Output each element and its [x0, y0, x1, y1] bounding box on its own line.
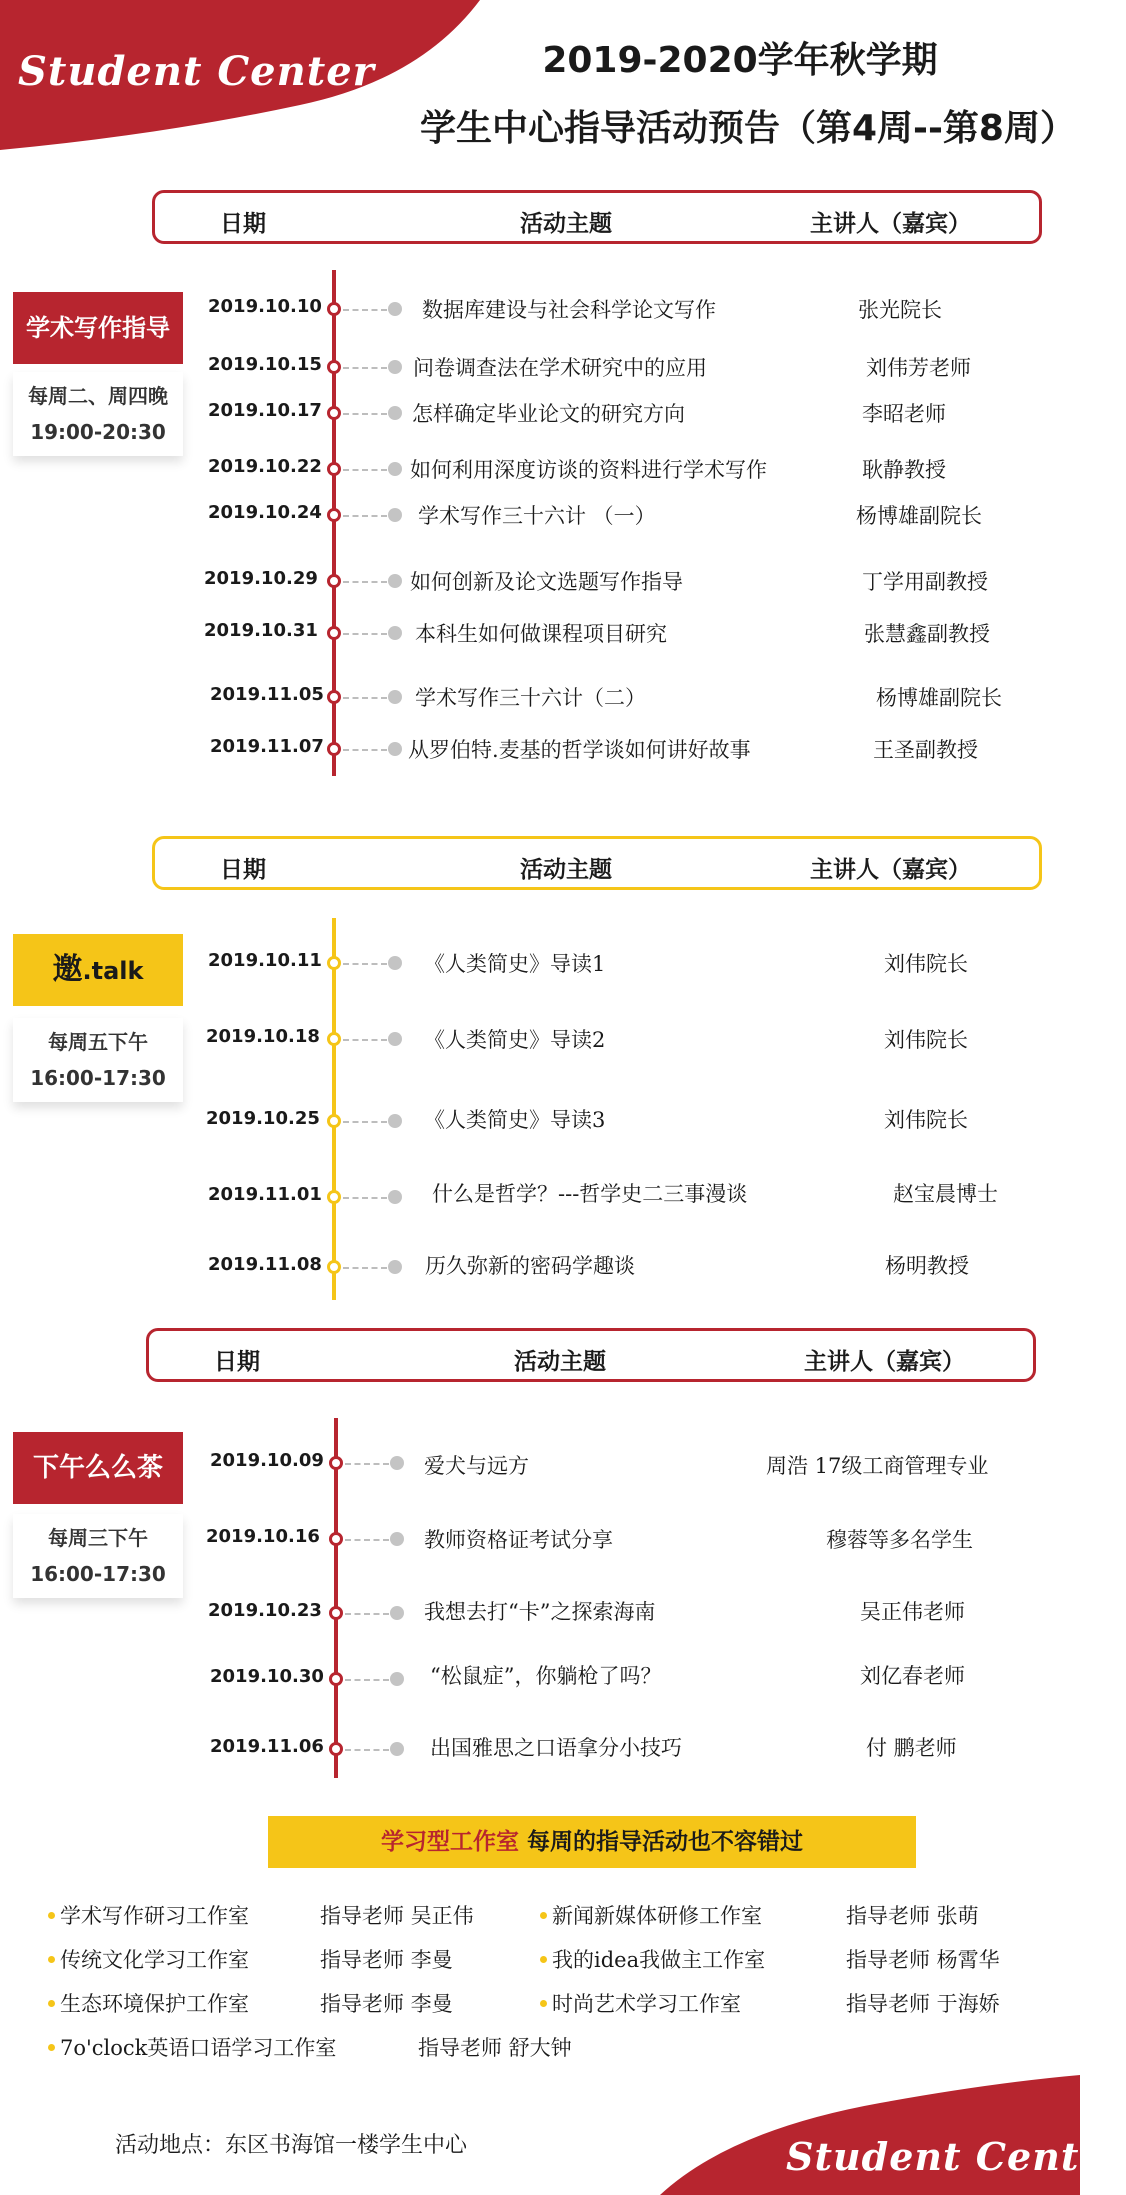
schedule-day: 每周五下午: [48, 1030, 148, 1054]
section-tag: [13, 934, 183, 1006]
header-speaker: 主讲人（嘉宾）: [810, 211, 971, 237]
bullet-dot: [390, 1456, 404, 1470]
event-topic: 如何利用深度访谈的资料进行学术写作: [410, 458, 767, 482]
timeline-node: [327, 1032, 341, 1046]
page-title: 2019-2020学年秋学期: [542, 40, 938, 81]
event-date: 2019.10.16: [206, 1526, 320, 1547]
event-topic: 从罗伯特.麦基的哲学谈如何讲好故事: [408, 738, 751, 762]
event-speaker: 耿静教授: [862, 458, 946, 482]
workshop-advisor: 指导老师 吴正伟: [320, 1904, 474, 1928]
timeline-node: [327, 956, 341, 970]
connector: [343, 1267, 387, 1269]
event-speaker: 刘伟院长: [884, 1028, 968, 1052]
event-date: 2019.10.15: [208, 354, 322, 375]
event-topic: 如何创新及论文选题写作指导: [410, 570, 683, 594]
connector: [343, 367, 387, 369]
bullet-icon: [48, 2000, 55, 2007]
bullet-dot: [388, 508, 402, 522]
connector: [343, 963, 387, 965]
event-date: 2019.10.17: [208, 400, 322, 421]
bullet-dot: [390, 1742, 404, 1756]
bullet-icon: [48, 1912, 55, 1919]
schedule-day: 每周二、周四晚: [28, 384, 168, 408]
table-header: [152, 836, 1042, 890]
event-topic: “松鼠症”，你躺枪了吗？: [430, 1664, 662, 1688]
event-speaker: 李昭老师: [862, 402, 946, 426]
timeline-node: [329, 1606, 343, 1620]
event-date: 2019.10.22: [208, 456, 322, 477]
bullet-dot: [390, 1606, 404, 1620]
footer-logo-text: Student Center: [786, 2134, 1126, 2179]
event-speaker: 杨博雄副院长: [876, 686, 1002, 710]
event-speaker: 刘伟芳老师: [866, 356, 971, 380]
timeline: [332, 918, 336, 1300]
event-speaker: 王圣副教授: [873, 738, 978, 762]
bullet-dot: [388, 956, 402, 970]
event-date: 2019.10.24: [208, 502, 322, 523]
bullet-dot: [388, 462, 402, 476]
timeline-node: [327, 574, 341, 588]
event-date: 2019.11.06: [210, 1736, 324, 1757]
header-topic: 活动主题: [520, 857, 612, 883]
connector: [343, 581, 387, 583]
table-header: [152, 190, 1042, 244]
timeline-node: [327, 360, 341, 374]
event-topic: 我想去打“卡”之探索海南: [424, 1600, 656, 1624]
section-tag: 学术写作指导: [13, 292, 183, 364]
timeline-node: [329, 1532, 343, 1546]
tag-suffix: .talk: [82, 957, 144, 985]
workshop-name: 我的idea我做主工作室: [552, 1948, 766, 1972]
bullet-dot: [390, 1532, 404, 1546]
timeline-node: [327, 690, 341, 704]
connector: [343, 697, 387, 699]
schedule-time: 19:00-20:30: [30, 420, 166, 444]
bullet-dot: [388, 360, 402, 374]
event-speaker: 杨博雄副院长: [856, 504, 982, 528]
workshop-banner: [268, 1816, 916, 1868]
bullet-dot: [388, 574, 402, 588]
schedule-time: 16:00-17:30: [30, 1562, 166, 1586]
section-schedule: [13, 372, 183, 456]
connector: [345, 1679, 389, 1681]
workshop-advisor: 指导老师 李曼: [320, 1948, 453, 1972]
header-topic: 活动主题: [520, 211, 612, 237]
bullet-dot: [388, 1190, 402, 1204]
event-date: 2019.10.23: [208, 1600, 322, 1621]
connector: [343, 633, 387, 635]
connector: [345, 1539, 389, 1541]
event-topic: 学术写作三十六计 （一）: [418, 504, 656, 528]
event-date: 2019.11.07: [210, 736, 324, 757]
bullet-icon: [540, 2000, 547, 2007]
section-schedule: [13, 1018, 183, 1102]
schedule-day: 每周三下午: [48, 1526, 148, 1550]
timeline-node: [329, 1742, 343, 1756]
bullet-dot: [388, 302, 402, 316]
workshop-name: 7o'clock英语口语学习工作室: [60, 2036, 337, 2060]
timeline: [334, 1418, 338, 1778]
tag-prefix: 邀: [52, 952, 83, 987]
event-speaker: 张光院长: [858, 298, 942, 322]
connector: [345, 1613, 389, 1615]
event-date: 2019.10.29: [204, 568, 318, 589]
workshop-advisor: 指导老师 杨霄华: [846, 1948, 1000, 1972]
timeline-node: [327, 1190, 341, 1204]
timeline-node: [329, 1456, 343, 1470]
connector: [343, 309, 387, 311]
header-speaker: 主讲人（嘉宾）: [804, 1349, 965, 1375]
event-date: 2019.11.05: [210, 684, 324, 705]
event-topic: 数据库建设与社会科学论文写作: [422, 298, 716, 322]
table-header: [146, 1328, 1036, 1382]
workshop-name: 学术写作研习工作室: [60, 1904, 249, 1928]
event-date: 2019.10.09: [210, 1450, 324, 1471]
connector: [345, 1463, 389, 1465]
bullet-dot: [388, 626, 402, 640]
bullet-icon: [540, 1956, 547, 1963]
bullet-icon: [540, 1912, 547, 1919]
connector: [343, 469, 387, 471]
banner-highlight: 学习型工作室: [380, 1829, 519, 1855]
event-date: 2019.10.25: [206, 1108, 320, 1129]
schedule-time: 16:00-17:30: [30, 1066, 166, 1090]
timeline-node: [327, 742, 341, 756]
event-topic: 爱犬与远方: [424, 1454, 529, 1478]
header-date: 日期: [214, 1349, 260, 1375]
event-topic: 什么是哲学？---哲学史二三事漫谈: [432, 1182, 748, 1206]
timeline-node: [327, 1260, 341, 1274]
workshop-name: 新闻新媒体研修工作室: [552, 1904, 762, 1928]
workshop-name: 传统文化学习工作室: [60, 1948, 249, 1972]
event-topic: 教师资格证考试分享: [424, 1528, 613, 1552]
header-speaker: 主讲人（嘉宾）: [810, 857, 971, 883]
bullet-dot: [388, 1032, 402, 1046]
bullet-dot: [388, 1260, 402, 1274]
workshop-advisor: 指导老师 李曼: [320, 1992, 453, 2016]
event-topic: 问卷调查法在学术研究中的应用: [413, 356, 707, 380]
event-speaker: 张慧鑫副教授: [864, 622, 990, 646]
event-date: 2019.10.11: [208, 950, 322, 971]
connector: [343, 1039, 387, 1041]
header-date: 日期: [220, 857, 266, 883]
event-speaker: 刘伟院长: [884, 952, 968, 976]
event-date: 2019.10.30: [210, 1666, 324, 1687]
bullet-dot: [388, 1114, 402, 1128]
event-date: 2019.11.01: [208, 1184, 322, 1205]
timeline-node: [327, 508, 341, 522]
event-topic: 《人类简史》导读1: [424, 952, 606, 976]
connector: [343, 413, 387, 415]
connector: [345, 1749, 389, 1751]
header-topic: 活动主题: [514, 1349, 606, 1375]
event-date: 2019.10.31: [204, 620, 318, 641]
event-date: 2019.10.18: [206, 1026, 320, 1047]
timeline-node: [327, 462, 341, 476]
event-speaker: 杨明教授: [885, 1254, 969, 1278]
timeline-node: [329, 1672, 343, 1686]
event-speaker: 刘亿春老师: [860, 1664, 965, 1688]
connector: [343, 515, 387, 517]
event-speaker: 穆蓉等多名学生: [826, 1528, 973, 1552]
workshop-advisor: 指导老师 于海娇: [846, 1992, 1000, 2016]
event-date: 2019.11.08: [208, 1254, 322, 1275]
section-tag: 下午么么茶: [13, 1432, 183, 1504]
workshop-advisor: 指导老师 舒大钟: [418, 2036, 572, 2060]
connector: [343, 749, 387, 751]
location-text: 活动地点：东区书海馆一楼学生中心: [115, 2133, 468, 2158]
timeline-node: [327, 626, 341, 640]
event-topic: 出国雅思之口语拿分小技巧: [430, 1736, 682, 1760]
workshop-advisor: 指导老师 张萌: [846, 1904, 979, 1928]
bullet-dot: [388, 742, 402, 756]
event-date: 2019.10.10: [208, 296, 322, 317]
banner-text: 每周的指导活动也不容错过: [518, 1829, 803, 1855]
workshop-name: 时尚艺术学习工作室: [552, 1992, 741, 2016]
event-speaker: 刘伟院长: [884, 1108, 968, 1132]
timeline-node: [327, 302, 341, 316]
page-subtitle: 学生中心指导活动预告（第4周--第8周）: [420, 108, 1076, 149]
workshop-name: 生态环境保护工作室: [60, 1992, 249, 2016]
connector: [343, 1121, 387, 1123]
timeline-node: [327, 1114, 341, 1128]
event-speaker: 付 鹏老师: [866, 1736, 957, 1760]
bullet-dot: [390, 1672, 404, 1686]
connector: [343, 1197, 387, 1199]
event-topic: 历久弥新的密码学趣谈: [425, 1254, 635, 1278]
bullet-dot: [388, 690, 402, 704]
event-speaker: 周浩 17级工商管理专业: [766, 1454, 989, 1478]
event-speaker: 赵宝晨博士: [893, 1182, 998, 1206]
event-topic: 《人类简史》导读2: [424, 1028, 606, 1052]
bullet-dot: [388, 406, 402, 420]
event-speaker: 丁学用副教授: [862, 570, 988, 594]
section-schedule: [13, 1514, 183, 1598]
header-logo-text: Student Center: [18, 48, 375, 95]
event-speaker: 吴正伟老师: [860, 1600, 965, 1624]
event-topic: 《人类简史》导读3: [424, 1108, 606, 1132]
bullet-icon: [48, 1956, 55, 1963]
bullet-icon: [48, 2044, 55, 2051]
timeline-node: [327, 406, 341, 420]
event-topic: 学术写作三十六计（二）: [415, 686, 646, 710]
header-date: 日期: [220, 211, 266, 237]
event-topic: 本科生如何做课程项目研究: [415, 622, 667, 646]
event-topic: 怎样确定毕业论文的研究方向: [412, 402, 685, 426]
